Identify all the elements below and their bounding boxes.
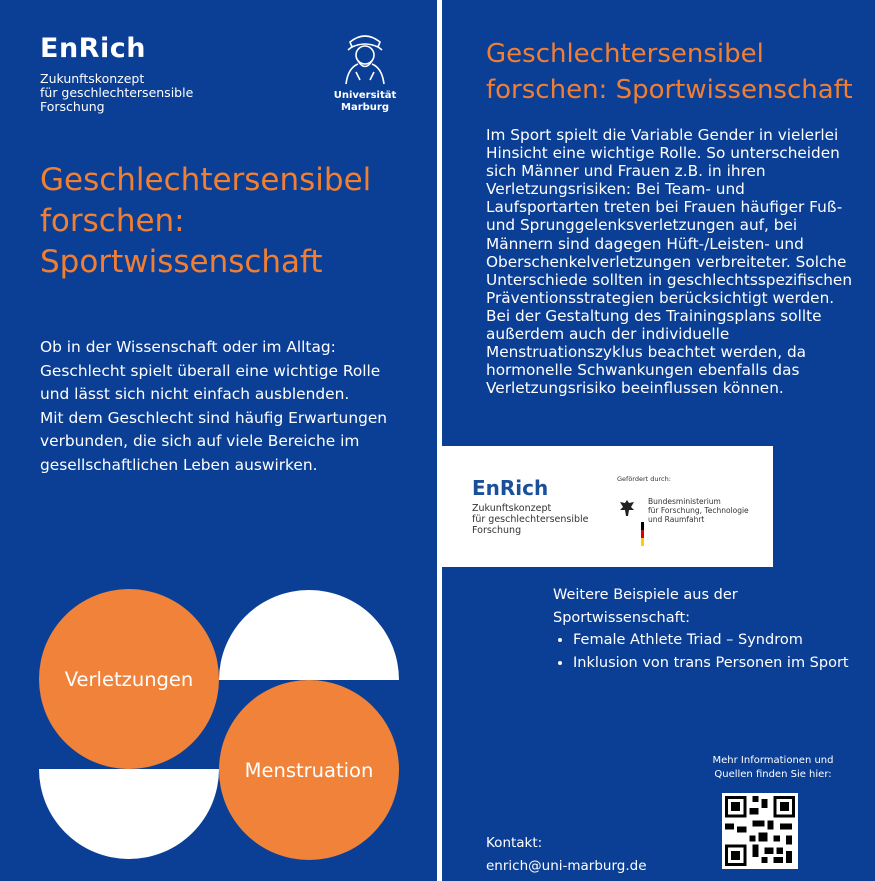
sponsor-tagline: [472, 503, 588, 536]
university-logo: [330, 28, 400, 114]
body-text: Im Sport spielt die Variable Gender in vielerlei Hinsicht eine wichtige Rolle. So unterscheiden sich Männer und Frauen z.B. in ihren Verletzungsrisiken: Bei Team- und Laufsportarten treten bei Frauen häufiger Fuß- und Sprunggelenksverletzungen auf, bei Männern sind dagegen Hüft-/Leisten- und Oberschenkelverletzungen verbreiteter. Solche Unterschiede sollten in geschlechtsspezifischen Präventionsstrategien berücksichtigt werden. Bei der Gestaltung des Trainingsplans sollte außerdem auch der individuelle Menstruationszyklus beachtet werden, da hormonelle Schwankungen ebenfalls das Verletzungsrisiko beeinflussen können.: [486, 126, 853, 398]
section-title: [486, 36, 866, 108]
more-info-note: [704, 754, 842, 782]
german-flag-bar: [641, 522, 644, 546]
title-line: forschen:: [40, 203, 185, 239]
list-item: • Inklusion von trans Personen im Sport: [573, 652, 853, 675]
university-line: Universität: [333, 90, 397, 101]
examples-section: [553, 584, 853, 674]
contact-label: Kontakt:: [486, 835, 543, 851]
white-half-circle-bottom: [39, 769, 219, 859]
ministry-line: für Forschung, Technologie: [648, 506, 749, 515]
ministry-line: Bundesministerium: [648, 497, 721, 506]
circle-label: Menstruation: [244, 758, 374, 782]
ministry-line: und Raumfahrt: [648, 515, 705, 524]
circle-verletzungen: [39, 589, 219, 769]
page-title: [40, 160, 400, 283]
title-line: Geschlechtersensibel: [486, 39, 764, 69]
right-panel: [442, 0, 875, 881]
qr-code-icon[interactable]: [722, 793, 798, 869]
enrich-tagline: [40, 72, 240, 114]
intro-paragraph: Mit dem Geschlecht sind häufig Erwartungen verbunden, die sich auf viele Bereiche im gesellschaftlichen Leben auswirken.: [40, 408, 388, 474]
contact-block: [486, 832, 647, 878]
more-info-line: Quellen finden Sie hier:: [714, 769, 832, 780]
examples-list: [553, 629, 853, 674]
examples-intro-line: Weitere Beispiele aus der: [553, 587, 738, 603]
university-line: Marburg: [341, 102, 389, 113]
sponsor-enrich-brand: EnRich: [472, 476, 549, 500]
tagline-line: Forschung: [40, 99, 105, 114]
funded-by-label: Gefördert durch:: [617, 475, 671, 483]
contact-email-link[interactable]: enrich@uni-marburg.de: [486, 858, 647, 874]
examples-intro-line: Sportwissenschaft:: [553, 609, 691, 626]
left-panel: [0, 0, 437, 881]
sponsor-box: [442, 446, 773, 567]
circle-label: Verletzungen: [64, 667, 194, 691]
tagline-line: Zukunftskonzept: [472, 503, 552, 514]
federal-eagle-icon: [618, 498, 636, 518]
philipp-portrait-icon: [340, 28, 390, 86]
title-line: Sportwissenschaft: [40, 244, 323, 280]
tagline-line: für geschlechtersensible: [40, 85, 194, 100]
ministry-name: [648, 497, 758, 524]
intro-text: [40, 336, 410, 477]
title-line: forschen: Sportwissenschaft: [486, 75, 853, 105]
university-name: [330, 90, 400, 114]
enrich-brand: EnRich: [40, 33, 146, 64]
more-info-line: Mehr Informationen und: [712, 755, 834, 766]
intro-paragraph: Ob in der Wissenschaft oder im Alltag: Geschlecht spielt überall eine wichtige Rolle und lässt sich nicht einfach ausblenden.: [40, 338, 381, 403]
tagline-line: Forschung: [472, 525, 522, 536]
white-half-circle-top: [219, 590, 399, 680]
tagline-line: für geschlechtersensible: [472, 514, 589, 525]
title-line: Geschlechtersensibel: [40, 162, 372, 198]
circle-menstruation: [219, 680, 399, 860]
tagline-line: Zukunftskonzept: [40, 71, 145, 86]
list-item: • Female Athlete Triad – Syndrom: [573, 629, 853, 652]
